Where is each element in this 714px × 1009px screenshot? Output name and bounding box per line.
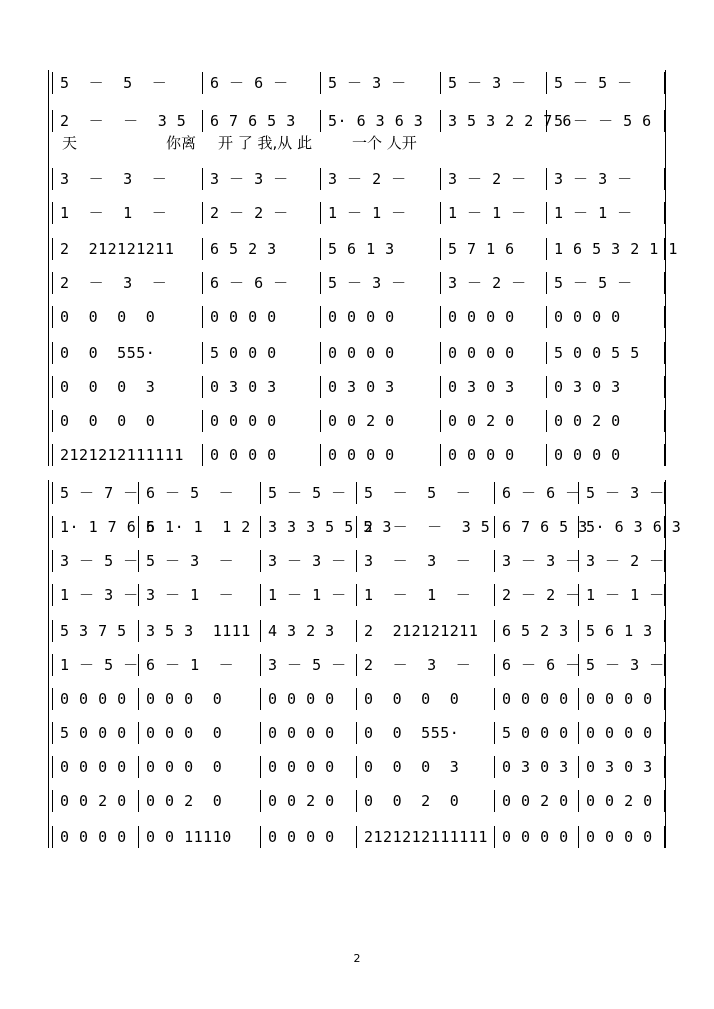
measure-notes: 3 5 3 1111 bbox=[146, 622, 251, 640]
measure-notes: 0 0 0 0 bbox=[60, 758, 127, 776]
bar-line bbox=[202, 342, 203, 364]
system-end-line bbox=[665, 70, 666, 466]
measure-notes: 5 － 5 － bbox=[268, 484, 347, 502]
bar-line bbox=[578, 756, 579, 778]
measure-notes: 0 0 2 0 bbox=[502, 792, 569, 810]
bar-line bbox=[440, 410, 441, 432]
measure-notes: 1 － 1 － bbox=[268, 586, 347, 604]
measure-notes: 2121212111111 bbox=[364, 828, 488, 846]
bar-line bbox=[440, 444, 441, 466]
bar-line bbox=[52, 790, 53, 812]
bar-line bbox=[546, 202, 547, 224]
measure-notes: 5 － 3 － bbox=[328, 274, 407, 292]
measure-notes: 5 3 7 5 bbox=[60, 622, 127, 640]
bar-line bbox=[52, 202, 53, 224]
measure-notes: 3 － 3 － bbox=[502, 552, 581, 570]
bar-line bbox=[52, 722, 53, 744]
bar-line bbox=[260, 688, 261, 710]
measure-notes: 0 0 2 0 bbox=[448, 412, 515, 430]
measure-notes: 0 0 0 0 bbox=[268, 758, 335, 776]
measure-notes: 0 3 0 3 bbox=[328, 378, 395, 396]
bar-line bbox=[320, 168, 321, 190]
bar-line bbox=[494, 688, 495, 710]
measure-notes: 0 0 0 0 bbox=[60, 828, 127, 846]
measure-notes: 0 0 0 0 bbox=[448, 308, 515, 326]
system-end-line bbox=[665, 480, 666, 848]
bar-line bbox=[260, 826, 261, 848]
measure-notes: 6 － 5 － bbox=[146, 484, 235, 502]
measure-notes: 5· 6 3 6 3 bbox=[586, 518, 682, 536]
bar-line bbox=[52, 516, 53, 538]
bar-line bbox=[440, 272, 441, 294]
bar-line bbox=[52, 72, 53, 94]
measure-notes: 2 － 2 － bbox=[502, 586, 581, 604]
measure-notes: 6 7 6 5 3 bbox=[210, 112, 296, 130]
measure-notes: 0 0 0 0 bbox=[328, 446, 395, 464]
system-bracket bbox=[48, 70, 49, 466]
bar-line bbox=[356, 756, 357, 778]
measure-notes: 0 0 0 0 bbox=[364, 690, 460, 708]
measure-notes: 0 0 0 0 bbox=[448, 446, 515, 464]
measure-notes: 5 0 0 0 bbox=[60, 724, 127, 742]
bar-line bbox=[52, 620, 53, 642]
bar-line bbox=[138, 756, 139, 778]
bar-line bbox=[52, 444, 53, 466]
measure-notes: 0 0 0 3 bbox=[364, 758, 460, 776]
bar-line bbox=[546, 238, 547, 260]
measure-notes: 5 － － 5 6 bbox=[554, 112, 652, 130]
measure-notes: 0 3 0 3 bbox=[448, 378, 515, 396]
bar-line bbox=[356, 688, 357, 710]
bar-line bbox=[320, 342, 321, 364]
bar-line bbox=[202, 410, 203, 432]
bar-line bbox=[202, 110, 203, 132]
bar-line bbox=[202, 202, 203, 224]
bar-line bbox=[52, 376, 53, 398]
measure-notes: 3 5 3 2 2 7 6 bbox=[448, 112, 572, 130]
measure-notes: 0 3 0 3 bbox=[586, 758, 653, 776]
bar-line bbox=[440, 238, 441, 260]
bar-line bbox=[202, 272, 203, 294]
bar-line bbox=[494, 826, 495, 848]
bar-line bbox=[52, 584, 53, 606]
measure-notes: 1 － 1 － bbox=[554, 204, 633, 222]
bar-line bbox=[320, 110, 321, 132]
bar-line bbox=[546, 306, 547, 328]
bar-line bbox=[202, 444, 203, 466]
bar-line bbox=[546, 72, 547, 94]
measure-notes: 0 0 0 0 bbox=[586, 724, 653, 742]
measure-notes: 0 0 0 0 bbox=[328, 308, 395, 326]
bar-line bbox=[52, 272, 53, 294]
measure-notes: 6 － 6 － bbox=[210, 274, 289, 292]
measure-notes: 5 － 5 － bbox=[364, 484, 472, 502]
measure-notes: 6 5 2 3 bbox=[502, 622, 569, 640]
bar-line bbox=[260, 756, 261, 778]
measure-notes: 0 0 2 0 bbox=[268, 792, 335, 810]
bar-line bbox=[260, 620, 261, 642]
measure-notes: 0 3 0 3 bbox=[502, 758, 569, 776]
bar-line bbox=[138, 790, 139, 812]
measure-notes: 3 － 2 － bbox=[586, 552, 665, 570]
measure-notes: 2 － 3 － bbox=[364, 656, 472, 674]
lyric-text: 开 了 我,从 此 bbox=[218, 134, 313, 152]
measure-notes: 3 － 2 － bbox=[448, 274, 527, 292]
measure-notes: 2 － － 3 5 bbox=[364, 518, 491, 536]
bar-line bbox=[320, 376, 321, 398]
measure-notes: 0 0 0 0 bbox=[502, 828, 569, 846]
measure-notes: 5 － 3 － bbox=[448, 74, 527, 92]
measure-notes: 3 － 3 － bbox=[268, 552, 347, 570]
bar-line bbox=[260, 550, 261, 572]
bar-line bbox=[440, 72, 441, 94]
bar-line bbox=[320, 72, 321, 94]
measure-notes: 0 0 0 0 bbox=[554, 308, 621, 326]
measure-notes: 6 1· 1 1 2 bbox=[146, 518, 251, 536]
bar-line bbox=[202, 306, 203, 328]
measure-notes: 0 0 0 0 bbox=[60, 690, 127, 708]
measure-notes: 0 0 0 0 bbox=[268, 828, 335, 846]
measure-notes: 0 0 2 0 bbox=[60, 792, 127, 810]
bar-line bbox=[356, 790, 357, 812]
measure-notes: 0 0 0 0 bbox=[586, 828, 653, 846]
measure-notes: 3 － 3 － bbox=[554, 170, 633, 188]
measure-notes: 1 － 3 － bbox=[60, 586, 139, 604]
measure-notes: 2 － 2 － bbox=[210, 204, 289, 222]
measure-notes: 1 － 1 － bbox=[364, 586, 472, 604]
lyric-text: 天 bbox=[62, 134, 78, 152]
measure-notes: 3 － 3 － bbox=[364, 552, 472, 570]
bar-line bbox=[52, 550, 53, 572]
bar-line bbox=[356, 826, 357, 848]
measure-notes: 2 － － 3 5 bbox=[60, 112, 187, 130]
bar-line bbox=[494, 482, 495, 504]
bar-line bbox=[260, 482, 261, 504]
bar-line bbox=[320, 410, 321, 432]
bar-line bbox=[578, 722, 579, 744]
bar-line bbox=[578, 688, 579, 710]
measure-notes: 2 212121211 bbox=[60, 240, 175, 258]
bar-line bbox=[440, 376, 441, 398]
bar-line bbox=[494, 550, 495, 572]
bar-line bbox=[546, 342, 547, 364]
measure-notes: 0 0 0 0 bbox=[502, 690, 569, 708]
page-number: 2 bbox=[353, 952, 361, 965]
measure-notes: 5 － 3 － bbox=[328, 74, 407, 92]
bar-line bbox=[356, 722, 357, 744]
bar-line bbox=[546, 272, 547, 294]
measure-notes: 0 0 555· bbox=[364, 724, 460, 742]
bar-line bbox=[494, 756, 495, 778]
measure-notes: 0 0 0 0 bbox=[60, 412, 156, 430]
bar-line bbox=[494, 790, 495, 812]
measure-notes: 5 － 5 － bbox=[60, 74, 168, 92]
bar-line bbox=[356, 584, 357, 606]
measure-notes: 5 － 7 － bbox=[60, 484, 139, 502]
bar-line bbox=[320, 272, 321, 294]
bar-line bbox=[494, 654, 495, 676]
bar-line bbox=[260, 790, 261, 812]
measure-notes: 0 0 11110 bbox=[146, 828, 232, 846]
bar-line bbox=[546, 444, 547, 466]
measure-notes: 0 0 0 0 bbox=[554, 446, 621, 464]
measure-notes: 5 － 5 － bbox=[554, 274, 633, 292]
bar-line bbox=[52, 826, 53, 848]
bar-line bbox=[494, 722, 495, 744]
bar-line bbox=[260, 584, 261, 606]
measure-notes: 0 0 0 0 bbox=[210, 308, 277, 326]
measure-notes: 6 5 2 3 bbox=[210, 240, 277, 258]
measure-notes: 0 3 0 3 bbox=[210, 378, 277, 396]
measure-notes: 1 6 5 3 2 1 1 bbox=[554, 240, 678, 258]
measure-notes: 1 － 1 － bbox=[60, 204, 168, 222]
lyric-text: 一个 人开 bbox=[352, 134, 417, 152]
bar-line bbox=[138, 826, 139, 848]
measure-notes: 0 0 0 0 bbox=[60, 308, 156, 326]
measure-notes: 3 － 3 － bbox=[60, 170, 168, 188]
bar-line bbox=[202, 72, 203, 94]
bar-line bbox=[356, 620, 357, 642]
bar-line bbox=[494, 584, 495, 606]
measure-notes: 6 － 1 － bbox=[146, 656, 235, 674]
bar-line bbox=[52, 110, 53, 132]
bar-line bbox=[440, 202, 441, 224]
measure-notes: 0 0 0 3 bbox=[60, 378, 156, 396]
bar-line bbox=[260, 654, 261, 676]
measure-notes: 3 － 1 － bbox=[146, 586, 235, 604]
bar-line bbox=[202, 168, 203, 190]
bar-line bbox=[202, 376, 203, 398]
measure-notes: 5 6 1 3 bbox=[586, 622, 653, 640]
system-bracket bbox=[48, 480, 49, 848]
measure-notes: 1 － 1 － bbox=[448, 204, 527, 222]
bar-line bbox=[138, 722, 139, 744]
bar-line bbox=[52, 238, 53, 260]
measure-notes: 5 0 0 5 5 bbox=[554, 344, 640, 362]
bar-line bbox=[578, 826, 579, 848]
measure-notes: 2 212121211 bbox=[364, 622, 479, 640]
bar-line bbox=[578, 620, 579, 642]
measure-notes: 0 0 0 0 bbox=[146, 724, 223, 742]
bar-line bbox=[546, 410, 547, 432]
measure-notes: 0 0 0 0 bbox=[146, 690, 223, 708]
measure-notes: 6 － 6 － bbox=[502, 484, 581, 502]
measure-notes: 1 － 1 － bbox=[586, 586, 665, 604]
bar-line bbox=[52, 168, 53, 190]
measure-notes: 5 － 3 － bbox=[586, 484, 665, 502]
bar-line bbox=[52, 482, 53, 504]
measure-notes: 0 0 555· bbox=[60, 344, 156, 362]
bar-line bbox=[52, 756, 53, 778]
measure-notes: 3 － 2 － bbox=[448, 170, 527, 188]
bar-line bbox=[138, 688, 139, 710]
measure-notes: 0 0 0 0 bbox=[268, 724, 335, 742]
bar-line bbox=[138, 620, 139, 642]
measure-notes: 0 0 0 0 bbox=[328, 344, 395, 362]
measure-notes: 2121212111111 bbox=[60, 446, 184, 464]
measure-notes: 1 － 5 － bbox=[60, 656, 139, 674]
bar-line bbox=[578, 790, 579, 812]
bar-line bbox=[440, 342, 441, 364]
measure-notes: 0 0 2 0 bbox=[146, 792, 223, 810]
bar-line bbox=[52, 410, 53, 432]
bar-line bbox=[440, 306, 441, 328]
measure-notes: 0 0 2 0 bbox=[586, 792, 653, 810]
bar-line bbox=[320, 444, 321, 466]
measure-notes: 0 0 0 0 bbox=[210, 412, 277, 430]
measure-notes: 2 － 3 － bbox=[60, 274, 168, 292]
measure-notes: 5 0 0 0 bbox=[502, 724, 569, 742]
measure-notes: 5 － 3 － bbox=[146, 552, 235, 570]
measure-notes: 0 0 2 0 bbox=[554, 412, 621, 430]
bar-line bbox=[52, 342, 53, 364]
measure-notes: 6 － 6 － bbox=[502, 656, 581, 674]
measure-notes: 5 6 1 3 bbox=[328, 240, 395, 258]
measure-notes: 1· 1 7 6 5 bbox=[60, 518, 156, 536]
measure-notes: 6 7 6 5 3 bbox=[502, 518, 588, 536]
bar-line bbox=[546, 168, 547, 190]
measure-notes: 0 0 0 0 bbox=[268, 690, 335, 708]
bar-line bbox=[356, 654, 357, 676]
bar-line bbox=[320, 306, 321, 328]
lyric-text: 你离 bbox=[166, 134, 197, 152]
bar-line bbox=[52, 306, 53, 328]
measure-notes: 1 － 1 － bbox=[328, 204, 407, 222]
measure-notes: 4 3 2 3 bbox=[268, 622, 335, 640]
measure-notes: 5 7 1 6 bbox=[448, 240, 515, 258]
bar-line bbox=[494, 516, 495, 538]
bar-line bbox=[202, 238, 203, 260]
measure-notes: 0 0 0 0 bbox=[448, 344, 515, 362]
measure-notes: 3 3 3 5 5 5 3 bbox=[268, 518, 392, 536]
measure-notes: 3 － 3 － bbox=[210, 170, 289, 188]
measure-notes: 5 － 3 － bbox=[586, 656, 665, 674]
bar-line bbox=[440, 168, 441, 190]
bar-line bbox=[52, 688, 53, 710]
measure-notes: 3 － 5 － bbox=[60, 552, 139, 570]
bar-line bbox=[356, 550, 357, 572]
measure-notes: 0 0 0 0 bbox=[586, 690, 653, 708]
bar-line bbox=[260, 722, 261, 744]
bar-line bbox=[320, 238, 321, 260]
measure-notes: 0 0 0 0 bbox=[210, 446, 277, 464]
measure-notes: 5 0 0 0 bbox=[210, 344, 277, 362]
bar-line bbox=[546, 376, 547, 398]
measure-notes: 3 － 5 － bbox=[268, 656, 347, 674]
bar-line bbox=[320, 202, 321, 224]
bar-line bbox=[494, 620, 495, 642]
measure-notes: 0 0 2 0 bbox=[364, 792, 460, 810]
measure-notes: 0 0 2 0 bbox=[328, 412, 395, 430]
bar-line bbox=[440, 110, 441, 132]
measure-notes: 5 － 5 － bbox=[554, 74, 633, 92]
measure-notes: 0 0 0 0 bbox=[146, 758, 223, 776]
measure-notes: 3 － 2 － bbox=[328, 170, 407, 188]
bar-line bbox=[260, 516, 261, 538]
measure-notes: 6 － 6 － bbox=[210, 74, 289, 92]
measure-notes: 5· 6 3 6 3 bbox=[328, 112, 424, 130]
bar-line bbox=[356, 482, 357, 504]
bar-line bbox=[52, 654, 53, 676]
measure-notes: 0 3 0 3 bbox=[554, 378, 621, 396]
